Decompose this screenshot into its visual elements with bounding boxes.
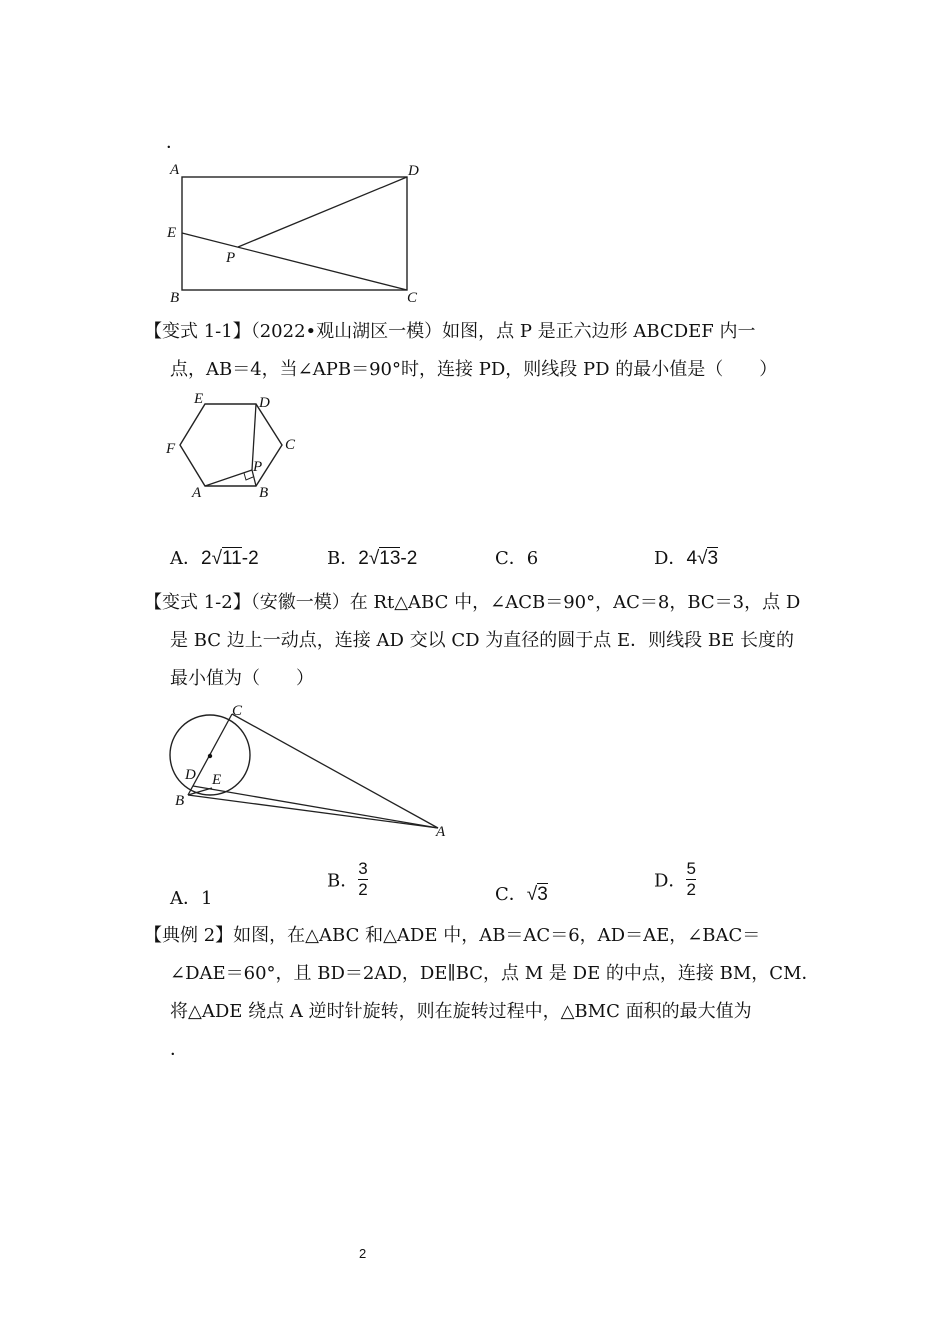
- label-b: B: [170, 290, 180, 306]
- ex2-line1: 【典例 2】如图，在△ABC 和△ADE 中，AB＝AC＝6，AD＝AE，∠BAC＝: [144, 925, 761, 946]
- ex2-line2: ∠DAE＝60°，且 BD＝2AD，DE∥BC，点 M 是 DE 的中点，连接 BM，CM．: [170, 963, 820, 984]
- label-e: E: [194, 391, 204, 407]
- q11-option-b: B．2√13-2: [327, 548, 418, 569]
- label-a: A: [192, 485, 202, 501]
- label-d: D: [408, 163, 419, 179]
- q12-option-b: B．$\frac{3}{2}$: [327, 859, 368, 899]
- right-angle-mark: [244, 473, 253, 480]
- segment-ec: [182, 233, 407, 290]
- figure-hexagon: [160, 388, 310, 503]
- label-a: A: [436, 824, 446, 840]
- q12-line2: 是 BC 边上一动点，连接 AD 交以 CD 为直径的圆于点 E．则线段 BE 长度的: [170, 630, 794, 651]
- q12-line3: 最小值为（ ）: [170, 668, 314, 689]
- rectangle-abcd: [182, 177, 407, 290]
- label-b: B: [259, 485, 269, 501]
- label-a: A: [170, 162, 180, 178]
- label-c: C: [232, 703, 243, 719]
- leading-dot: ．: [166, 132, 184, 153]
- q12-line1: 【变式 1-2】（安徽一模）在 Rt△ABC 中，∠ACB＝90°，AC＝8，BC＝3，点 D: [144, 592, 801, 613]
- label-f: F: [166, 441, 176, 457]
- label-d: D: [259, 395, 270, 411]
- q12-option-a: A．1: [170, 888, 213, 909]
- q11-option-d: D．4√3: [654, 548, 719, 569]
- segment-ba: [188, 795, 438, 828]
- figure-circle-triangle: [160, 700, 460, 845]
- label-p: P: [253, 459, 263, 475]
- hexagon-abcdef: [180, 404, 282, 486]
- label-e: E: [212, 772, 222, 788]
- q11-line2: 点，AB＝4，当∠APB＝90°时，连接 PD，则线段 PD 的最小值是（ ）: [170, 359, 778, 380]
- label-c: C: [285, 437, 296, 453]
- q11-option-a: A．2√11-2: [170, 548, 259, 569]
- page-number: 2: [359, 1246, 367, 1261]
- segment-pd: [238, 177, 407, 247]
- ex2-line3: 将△ADE 绕点 A 逆时针旋转，则在旋转过程中，△BMC 面积的最大值为: [170, 1001, 752, 1022]
- label-e: E: [167, 225, 177, 241]
- circle-center-dot: [208, 754, 212, 758]
- q12-option-d: D．$\frac{5}{2}$: [654, 859, 696, 899]
- q11-line1: 【变式 1-1】（2022•观山湖区一模）如图，点 P 是正六边形 ABCDEF 内一: [144, 321, 756, 342]
- q11-option-c: C．6: [495, 548, 539, 569]
- figure-rectangle: [160, 155, 430, 310]
- label-d: D: [185, 767, 196, 783]
- label-p: P: [226, 250, 236, 266]
- label-b: B: [175, 793, 185, 809]
- label-c: C: [407, 290, 418, 306]
- q12-option-c: C．√3: [495, 884, 548, 905]
- ex2-line4: ．: [170, 1039, 188, 1060]
